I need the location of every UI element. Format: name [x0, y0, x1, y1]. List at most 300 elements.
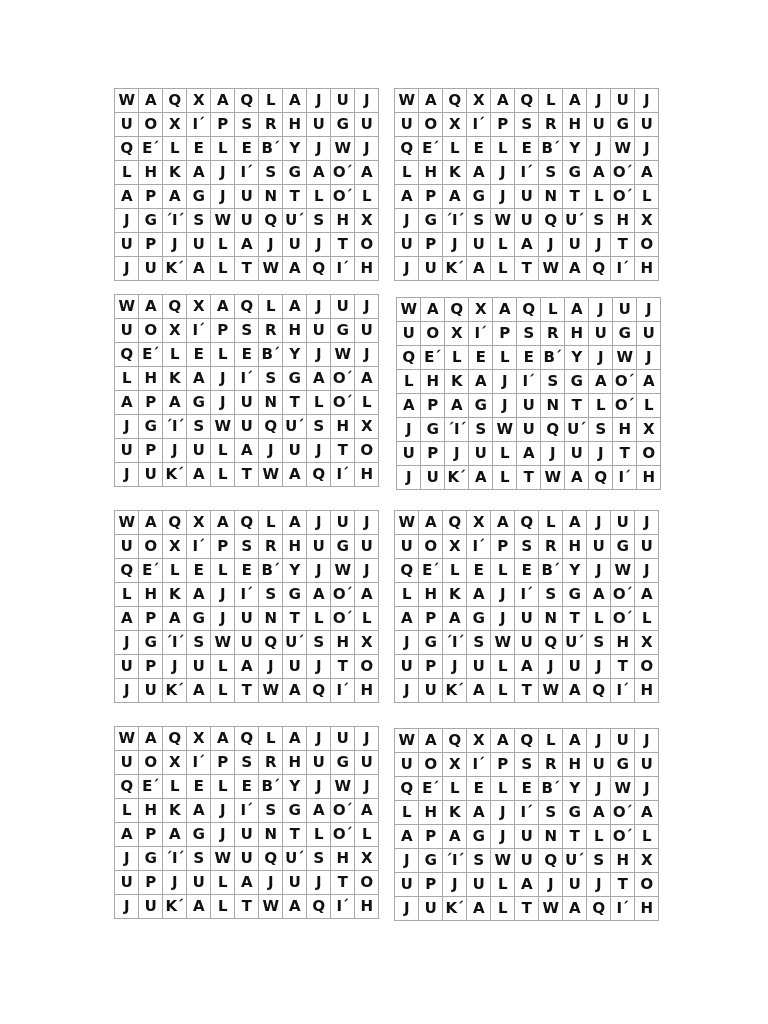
grid-cell: E	[467, 137, 491, 161]
grid-cell: O´	[611, 161, 635, 185]
grid-cell: W	[611, 559, 635, 583]
grid-cell: J	[163, 871, 187, 895]
grid-cell: T	[563, 607, 587, 631]
grid-cell: U	[331, 511, 355, 535]
grid-cell: A	[491, 511, 515, 535]
grid-cell: X	[163, 751, 187, 775]
grid-cell: G	[467, 825, 491, 849]
grid-row	[395, 233, 659, 257]
grid-cell: U	[611, 511, 635, 535]
grid-cell: Q	[115, 343, 139, 367]
grid-cell: R	[259, 319, 283, 343]
grid-cell: L	[587, 825, 611, 849]
grid-cell: L	[443, 137, 467, 161]
grid-cell: Q	[587, 897, 611, 921]
grid-cell: J	[635, 559, 659, 583]
grid-cell: K	[443, 161, 467, 185]
grid-cell: L	[355, 607, 379, 631]
grid-cell: G	[331, 319, 355, 343]
grid-cell: J	[115, 679, 139, 703]
grid-cell: L	[635, 185, 659, 209]
grid-cell: R	[259, 751, 283, 775]
grid-cell: K´	[163, 679, 187, 703]
grid-cell: O´	[611, 583, 635, 607]
grid-cell: I´	[331, 679, 355, 703]
grid-cell: O	[139, 535, 163, 559]
grid-cell: I´	[515, 583, 539, 607]
grid-cell: U	[517, 418, 541, 442]
grid-cell: A	[517, 442, 541, 466]
grid-cell: Q	[307, 257, 331, 281]
grid-cell: W	[611, 777, 635, 801]
grid-cell: L	[539, 729, 563, 753]
grid-cell: H	[613, 418, 637, 442]
grid-cell: Q	[517, 298, 541, 322]
grid-cell: E´	[139, 559, 163, 583]
grid-cell: U	[283, 655, 307, 679]
grid-cell: S	[587, 849, 611, 873]
grid-cell: H	[419, 583, 443, 607]
grid-cell: P	[419, 233, 443, 257]
grid-cell: O	[635, 655, 659, 679]
grid-cell: I´	[517, 370, 541, 394]
grid-cell: U	[515, 849, 539, 873]
grid-cell: J	[587, 233, 611, 257]
grid-cell: O	[355, 233, 379, 257]
grid-cell: A	[355, 161, 379, 185]
grid-cell: T	[283, 185, 307, 209]
grid-cell: U	[395, 753, 419, 777]
grid-cell: U	[331, 89, 355, 113]
grid-cell: L	[395, 583, 419, 607]
grid-cell: W	[259, 895, 283, 919]
grid-cell: L	[211, 463, 235, 487]
grid-cell: X	[163, 113, 187, 137]
grid-cell: O	[355, 871, 379, 895]
grid-cell: P	[421, 442, 445, 466]
grid-cell: U´	[563, 849, 587, 873]
grid-cell: T	[331, 871, 355, 895]
grid-cell: S	[187, 847, 211, 871]
grid-cell: U	[419, 679, 443, 703]
grid-cell: G	[419, 209, 443, 233]
grid-cell: I´	[235, 583, 259, 607]
grid-cell: J	[355, 727, 379, 751]
grid-cell: A	[419, 729, 443, 753]
grid-cell: S	[515, 753, 539, 777]
grid-cell: U	[115, 871, 139, 895]
grid-cell: J	[635, 729, 659, 753]
grid-cell: J	[587, 873, 611, 897]
grid-row	[115, 751, 379, 775]
grid-cell: S	[235, 535, 259, 559]
grid-row	[395, 113, 659, 137]
grid-cell: U	[419, 897, 443, 921]
grid-row	[115, 823, 379, 847]
grid-cell: H	[635, 897, 659, 921]
grid-row	[115, 319, 379, 343]
grid-cell: A	[637, 370, 661, 394]
grid-cell: B´	[539, 777, 563, 801]
grid-cell: O´	[331, 391, 355, 415]
grid-cell: H	[139, 367, 163, 391]
grid-cell: U	[187, 871, 211, 895]
grid-cell: J	[395, 679, 419, 703]
grid-row	[395, 209, 659, 233]
grid-cell: T	[611, 233, 635, 257]
grid-cell: N	[539, 825, 563, 849]
grid-cell: A	[443, 825, 467, 849]
grid-cell: J	[355, 775, 379, 799]
grid-cell: L	[493, 346, 517, 370]
grid-cell: Q	[259, 415, 283, 439]
grid-cell: S	[235, 113, 259, 137]
grid-cell: A	[283, 511, 307, 535]
grid-row	[115, 439, 379, 463]
grid-cell: Q	[589, 466, 613, 490]
grid-cell: L	[259, 511, 283, 535]
grid-cell: W	[611, 137, 635, 161]
grid-cell: W	[539, 257, 563, 281]
grid-cell: W	[211, 847, 235, 871]
grid-cell: I´	[331, 895, 355, 919]
grid-cell: J	[589, 346, 613, 370]
grid-cell: A	[307, 367, 331, 391]
grid-cell: H	[331, 847, 355, 871]
grid-cell: W	[115, 295, 139, 319]
grid-cell: X	[355, 415, 379, 439]
grid-cell: U	[467, 233, 491, 257]
grid-cell: S	[515, 535, 539, 559]
grid-cell: U	[331, 295, 355, 319]
grid-row	[395, 729, 659, 753]
grid-cell: T	[283, 823, 307, 847]
grid-cell: X	[355, 631, 379, 655]
grid-cell: I´	[331, 463, 355, 487]
grid-cell: ´I´	[163, 847, 187, 871]
grid-cell: G	[283, 799, 307, 823]
grid-cell: T	[563, 825, 587, 849]
grid-cell: L	[491, 655, 515, 679]
grid-cell: ´I´	[163, 631, 187, 655]
grid-cell: L	[491, 873, 515, 897]
grid-row	[397, 466, 661, 490]
grid-cell: A	[469, 370, 493, 394]
grid-cell: U	[307, 319, 331, 343]
grid-cell: J	[163, 439, 187, 463]
grid-row	[395, 511, 659, 535]
grid-row	[115, 367, 379, 391]
grid-cell: O	[421, 322, 445, 346]
grid-cell: A	[115, 185, 139, 209]
grid-cell: J	[355, 559, 379, 583]
grid-cell: H	[563, 753, 587, 777]
grid-cell: A	[563, 729, 587, 753]
grid-cell: Q	[307, 895, 331, 919]
grid-cell: Q	[539, 209, 563, 233]
grid-cell: ´I´	[443, 849, 467, 873]
grid-cell: L	[307, 607, 331, 631]
grid-cell: L	[491, 137, 515, 161]
grid-cell: U	[515, 607, 539, 631]
grid-cell: A	[467, 161, 491, 185]
grid-cell: J	[443, 873, 467, 897]
grid-cell: L	[589, 394, 613, 418]
grid-cell: X	[187, 727, 211, 751]
grid-cell: G	[421, 418, 445, 442]
grid-cell: A	[421, 298, 445, 322]
grid-cell: L	[635, 825, 659, 849]
grid-row	[395, 607, 659, 631]
grid-cell: J	[115, 257, 139, 281]
grid-cell: X	[467, 89, 491, 113]
grid-cell: U	[283, 439, 307, 463]
grid-cell: J	[587, 89, 611, 113]
grid-cell: E	[235, 775, 259, 799]
grid-row	[397, 346, 661, 370]
grid-cell: E	[235, 559, 259, 583]
grid-cell: H	[355, 257, 379, 281]
grid-cell: L	[115, 799, 139, 823]
grid-cell: E	[187, 559, 211, 583]
grid-cell: Q	[443, 511, 467, 535]
grid-cell: W	[259, 257, 283, 281]
grid-cell: A	[635, 583, 659, 607]
grid-row	[115, 209, 379, 233]
grid-cell: E	[515, 559, 539, 583]
grid-cell: Y	[563, 559, 587, 583]
grid-cell: T	[515, 897, 539, 921]
grid-cell: U	[397, 442, 421, 466]
grid-cell: R	[259, 113, 283, 137]
grid-cell: J	[115, 631, 139, 655]
grid-cell: J	[589, 298, 613, 322]
grid-cell: Q	[235, 727, 259, 751]
grid-cell: L	[491, 897, 515, 921]
grid-cell: Q	[163, 727, 187, 751]
grid-cell: S	[469, 418, 493, 442]
grid-cell: A	[635, 161, 659, 185]
grid-cell: ´I´	[163, 415, 187, 439]
grid-cell: A	[589, 370, 613, 394]
grid-cell: U	[611, 729, 635, 753]
grid-cell: H	[331, 209, 355, 233]
grid-cell: S	[515, 113, 539, 137]
grid-cell: U´	[563, 631, 587, 655]
grid-cell: K´	[163, 463, 187, 487]
grid-cell: I´	[331, 257, 355, 281]
grid-cell: H	[355, 679, 379, 703]
grid-cell: I´	[515, 161, 539, 185]
grid-cell: A	[187, 257, 211, 281]
grid-cell: L	[211, 895, 235, 919]
grid-cell: A	[565, 298, 589, 322]
grid-cell: E´	[139, 775, 163, 799]
grid-cell: W	[491, 209, 515, 233]
grid-cell: O	[419, 753, 443, 777]
grid-cell: L	[491, 777, 515, 801]
grid-cell: U´	[283, 415, 307, 439]
grid-cell: P	[419, 873, 443, 897]
grid-cell: W	[613, 346, 637, 370]
grid-cell: J	[163, 655, 187, 679]
grid-cell: E	[515, 137, 539, 161]
grid-row	[115, 391, 379, 415]
grid-cell: E	[469, 346, 493, 370]
grid-cell: J	[115, 415, 139, 439]
grid-cell: N	[259, 391, 283, 415]
grid-cell: P	[139, 439, 163, 463]
grid-cell: W	[539, 679, 563, 703]
grid-cell: J	[491, 825, 515, 849]
grid-cell: U	[563, 873, 587, 897]
grid-cell: L	[491, 679, 515, 703]
grid-cell: W	[331, 343, 355, 367]
grid-cell: S	[539, 583, 563, 607]
grid-cell: E	[187, 137, 211, 161]
grid-cell: N	[259, 185, 283, 209]
grid-cell: W	[211, 631, 235, 655]
grid-cell: L	[259, 727, 283, 751]
grid-cell: J	[589, 442, 613, 466]
grid-cell: I´	[467, 113, 491, 137]
grid-cell: Q	[397, 346, 421, 370]
grid-row	[397, 442, 661, 466]
grid-cell: Q	[541, 418, 565, 442]
grid-cell: N	[259, 607, 283, 631]
grid-cell: U	[469, 442, 493, 466]
grid-cell: K	[163, 583, 187, 607]
grid-cell: A	[283, 727, 307, 751]
grid-cell: J	[307, 89, 331, 113]
grid-cell: A	[283, 463, 307, 487]
grid-row	[395, 257, 659, 281]
grid-cell: G	[565, 370, 589, 394]
grid-cell: L	[635, 607, 659, 631]
grid-cell: O	[355, 439, 379, 463]
grid-cell: S	[259, 583, 283, 607]
grid-cell: A	[235, 655, 259, 679]
grid-cell: A	[563, 897, 587, 921]
grid-cell: W	[331, 775, 355, 799]
grid-cell: G	[613, 322, 637, 346]
grid-row	[115, 775, 379, 799]
grid-cell: T	[515, 257, 539, 281]
grid-cell: L	[491, 559, 515, 583]
grid-row	[115, 607, 379, 631]
grid-cell: H	[563, 113, 587, 137]
grid-cell: J	[587, 137, 611, 161]
grid-cell: O´	[611, 825, 635, 849]
grid-cell: L	[115, 161, 139, 185]
grid-cell: J	[307, 727, 331, 751]
grid-cell: S	[467, 209, 491, 233]
grid-cell: P	[421, 394, 445, 418]
grid-cell: I´	[515, 801, 539, 825]
grid-cell: W	[539, 897, 563, 921]
grid-cell: Q	[163, 511, 187, 535]
grid-cell: A	[587, 801, 611, 825]
grid-cell: H	[611, 209, 635, 233]
grid-cell: L	[397, 370, 421, 394]
grid-cell: G	[419, 631, 443, 655]
grid-cell: A	[187, 799, 211, 823]
grid-cell: O´	[611, 185, 635, 209]
grid-cell: A	[187, 367, 211, 391]
grid-cell: J	[491, 185, 515, 209]
grid-cell: H	[331, 631, 355, 655]
grid-row	[395, 679, 659, 703]
grid-cell: L	[445, 346, 469, 370]
grid-cell: A	[467, 257, 491, 281]
grid-row	[115, 871, 379, 895]
grid-cell: U´	[283, 631, 307, 655]
grid-cell: S	[587, 631, 611, 655]
grid-cell: L	[491, 257, 515, 281]
grid-row	[115, 895, 379, 919]
grid-cell: U	[637, 322, 661, 346]
grid-cell: O´	[611, 607, 635, 631]
grid-row	[395, 631, 659, 655]
grid-cell: L	[493, 442, 517, 466]
grid-cell: E´	[419, 777, 443, 801]
grid-cell: J	[539, 655, 563, 679]
grid-cell: I´	[187, 751, 211, 775]
grid-cell: U	[395, 655, 419, 679]
grid-cell: K´	[443, 897, 467, 921]
grid-cell: A	[283, 895, 307, 919]
grid-cell: U	[235, 847, 259, 871]
grid-cell: J	[491, 607, 515, 631]
grid-cell: L	[395, 801, 419, 825]
grid-cell: E	[467, 777, 491, 801]
grid-cell: U	[589, 322, 613, 346]
grid-cell: H	[635, 679, 659, 703]
grid-row	[397, 370, 661, 394]
grid-cell: S	[307, 415, 331, 439]
grid-cell: K	[443, 583, 467, 607]
grid-cell: L	[491, 233, 515, 257]
grid-cell: ´I´	[443, 631, 467, 655]
grid-row	[115, 583, 379, 607]
grid-cell: I´	[611, 897, 635, 921]
grid-cell: U	[355, 535, 379, 559]
grid-cell: U	[235, 391, 259, 415]
grid-cell: G	[139, 415, 163, 439]
grid-cell: G	[331, 535, 355, 559]
grid-row	[395, 583, 659, 607]
grid-cell: X	[635, 631, 659, 655]
grid-cell: P	[139, 391, 163, 415]
grid-cell: ´I´	[163, 209, 187, 233]
grid-cell: A	[163, 391, 187, 415]
grid-cell: A	[211, 89, 235, 113]
grid-row	[115, 343, 379, 367]
grid-cell: U	[565, 442, 589, 466]
grid-cell: B´	[541, 346, 565, 370]
grid-cell: U´	[283, 847, 307, 871]
grid-cell: J	[395, 209, 419, 233]
grid-cell: U	[635, 753, 659, 777]
grid-cell: Q	[307, 463, 331, 487]
grid-cell: I´	[467, 753, 491, 777]
grid-cell: U	[307, 535, 331, 559]
grid-cell: U	[307, 113, 331, 137]
grid-cell: S	[187, 209, 211, 233]
grid-cell: O´	[613, 394, 637, 418]
grid-cell: T	[611, 873, 635, 897]
grid-cell: Y	[283, 775, 307, 799]
